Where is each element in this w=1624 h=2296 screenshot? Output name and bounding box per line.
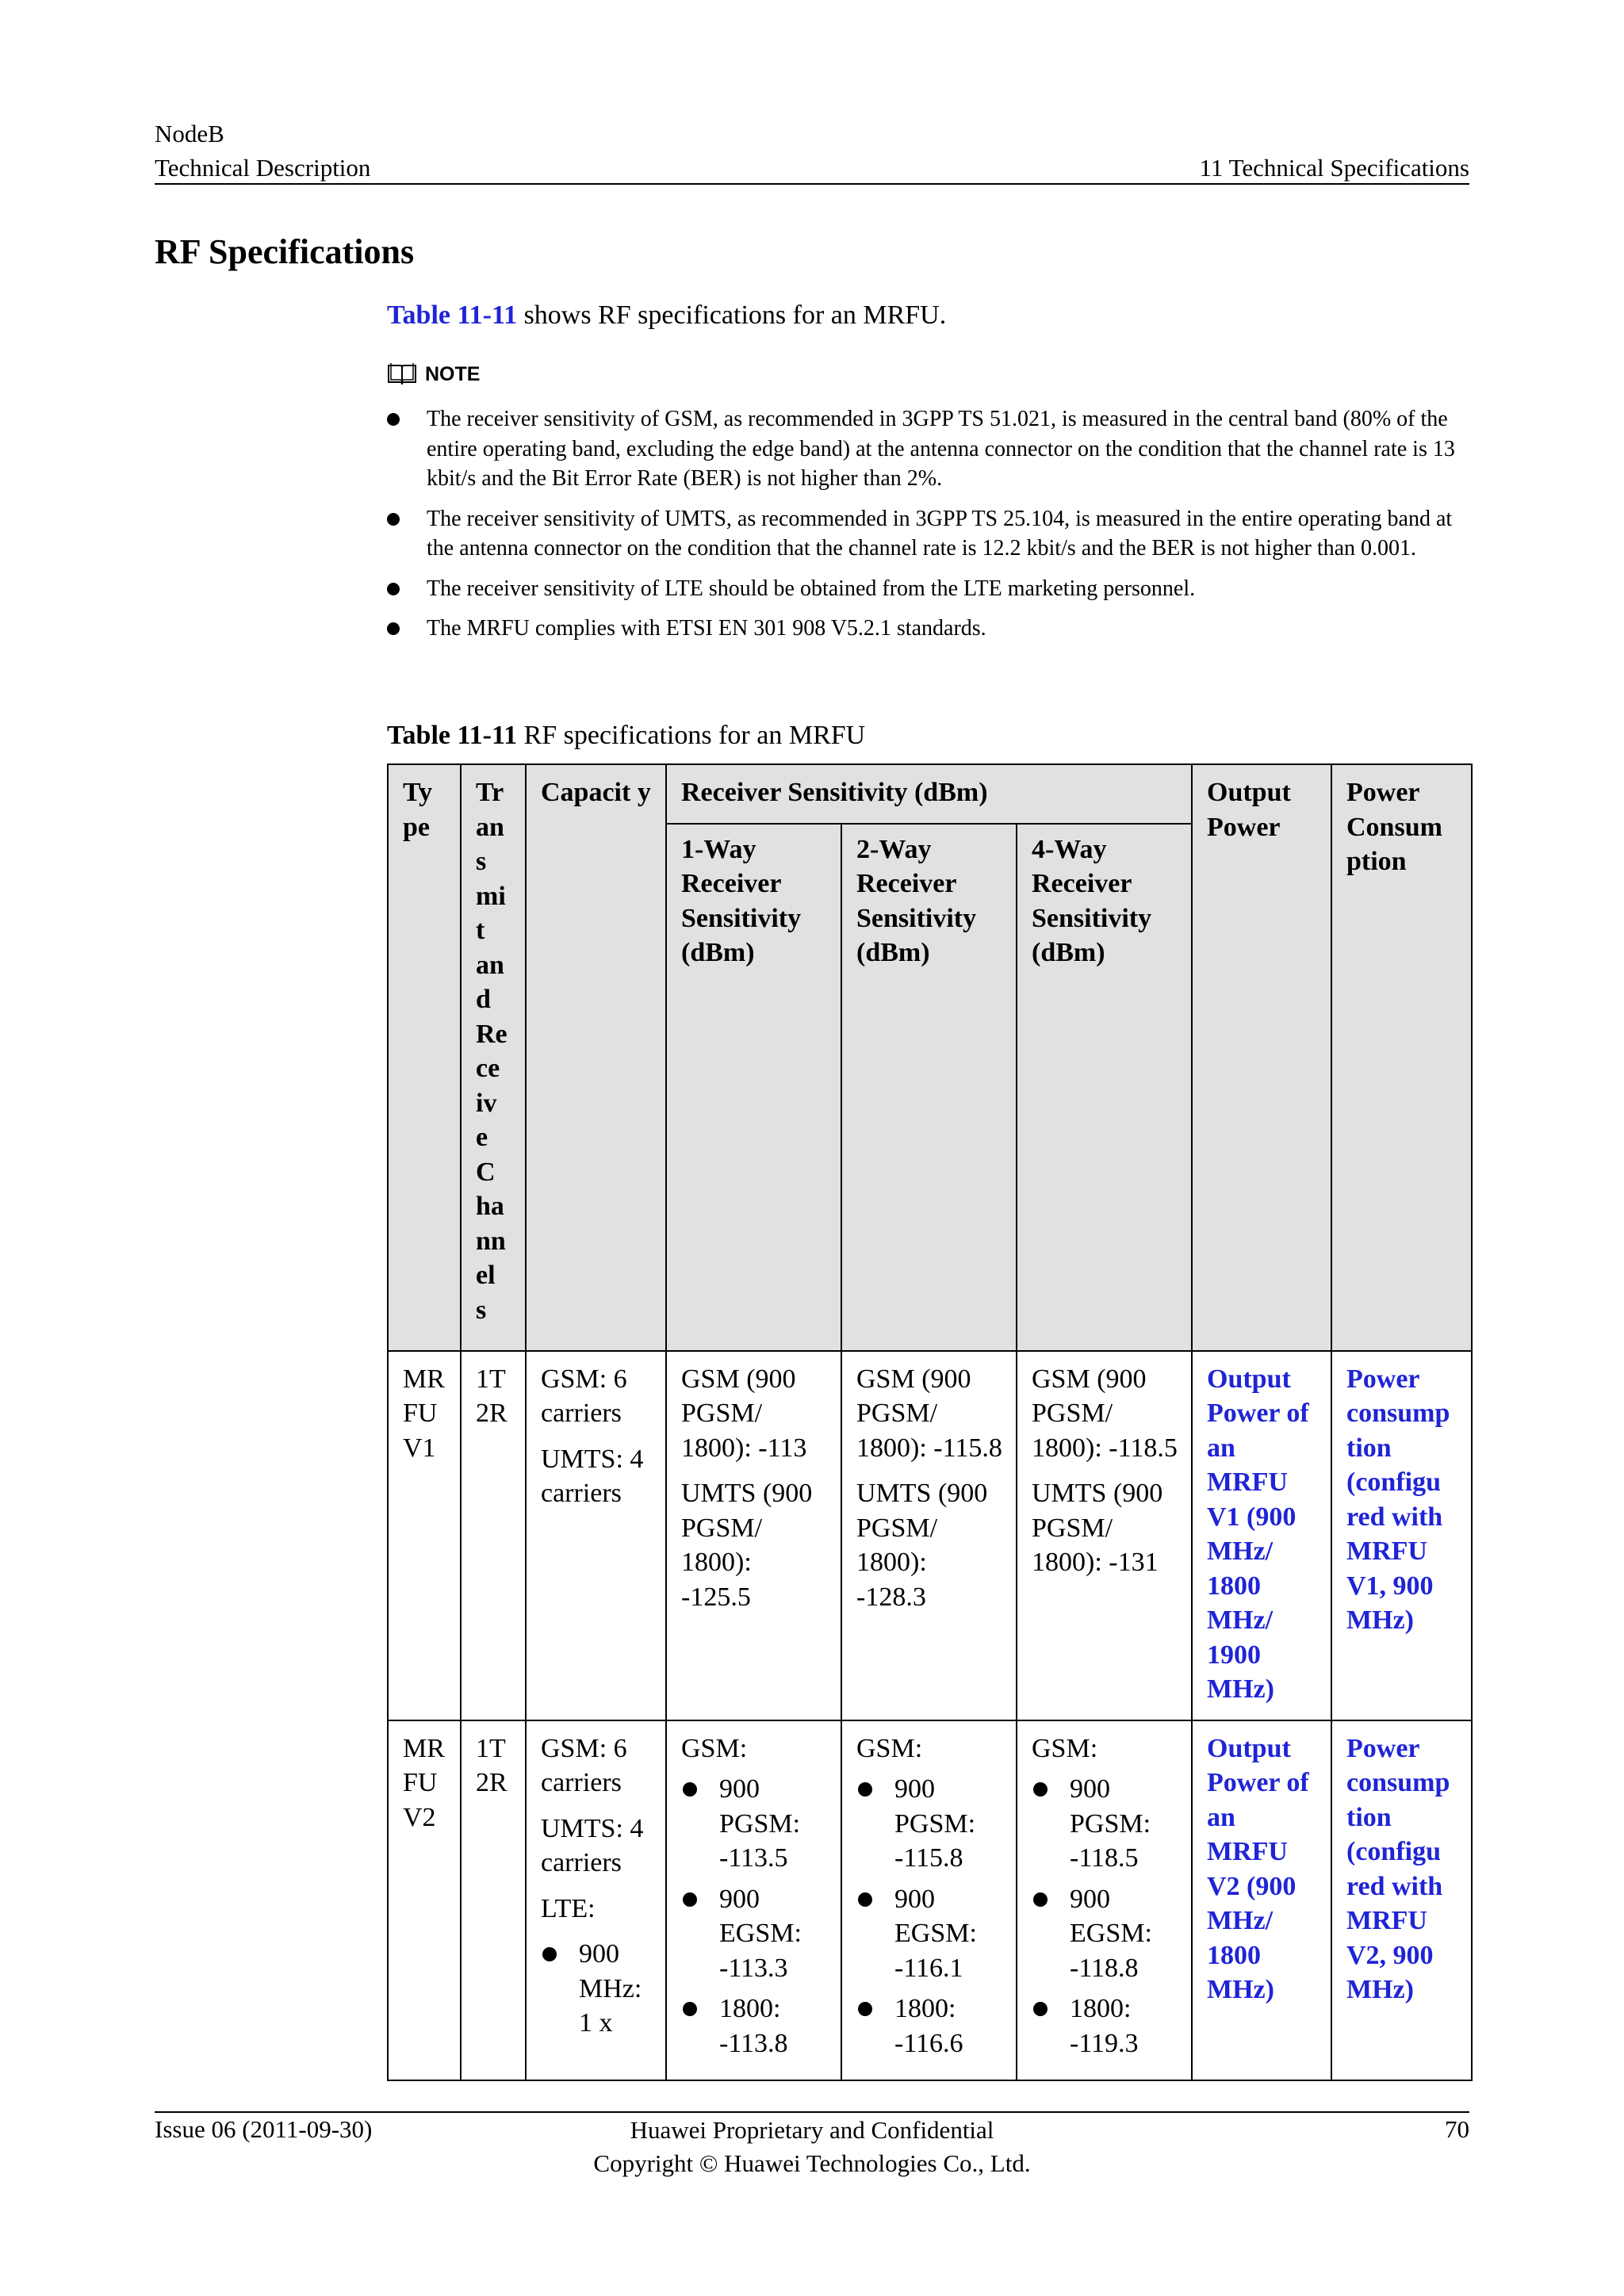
header-receiver-sensitivity: Receiver Sensitivity (dBm) xyxy=(666,764,1192,824)
rf-spec-table xyxy=(387,763,1473,2081)
header-doc-type: Technical Description xyxy=(155,154,371,182)
note-list xyxy=(387,404,1470,654)
cell-1-way: GSM: 900 PGSM: -113.5 900 EGSM: -113.3 1800: -113.8 xyxy=(666,1720,841,2080)
cell-type: MR FU V1 xyxy=(388,1351,461,1720)
header-capacity: Capacit y xyxy=(526,764,666,1351)
table-header-row xyxy=(388,764,1472,824)
power-consumption-link[interactable]: Power consump tion (configu red with MRFU V1, 900 MHz) xyxy=(1346,1364,1450,1635)
note-header xyxy=(387,358,480,390)
header-power-consumption: Power Consum ption xyxy=(1331,764,1472,1351)
output-power-link[interactable]: Output Power of an MRFU V2 (900 MHz/ 1800 MHz) xyxy=(1207,1733,1309,2004)
cell-power-link xyxy=(1331,1351,1472,1720)
intro-paragraph xyxy=(387,299,946,332)
note-item: The MRFU complies with ETSI EN 301 908 V5.2.1 standards. xyxy=(387,614,1470,644)
table-link[interactable]: Table 11-11 xyxy=(387,300,518,330)
list-item: 900 EGSM: -116.1 xyxy=(856,1882,1003,1986)
header-chapter: 11 Technical Specifications xyxy=(1199,154,1469,182)
bullet-dot-icon xyxy=(683,1892,697,1907)
bullet-dot-icon xyxy=(387,622,400,635)
section-title: RF Specifications xyxy=(155,232,415,271)
bullet-dot-icon xyxy=(387,583,400,595)
output-power-link[interactable]: Output Power of an MRFU V1 (900 MHz/ 1800 MHz/ 1900 MHz) xyxy=(1207,1364,1309,1704)
cell-output-link xyxy=(1192,1351,1331,1720)
bullet-dot-icon xyxy=(542,1947,557,1961)
list-item: 1800: -119.3 xyxy=(1032,1992,1178,2061)
cell-type: MR FU V2 xyxy=(388,1720,461,2080)
cell-4-way: GSM: 900 PGSM: -118.5 900 EGSM: -118.8 1800: -119.3 xyxy=(1017,1720,1192,2080)
table-row xyxy=(388,1351,1472,1720)
list-item: 900 PGSM: -115.8 xyxy=(856,1772,1003,1876)
list-item: 900 EGSM: -118.8 xyxy=(1032,1882,1178,1986)
list-item: 900 PGSM: -118.5 xyxy=(1032,1772,1178,1876)
note-item: The receiver sensitivity of LTE should be obtained from the LTE marketing personnel. xyxy=(387,574,1470,604)
table-row xyxy=(388,1720,1472,2080)
list-item: 1800: -113.8 xyxy=(681,1992,828,2061)
cell-2-way: GSM: 900 PGSM: -115.8 900 EGSM: -116.1 1800: -116.6 xyxy=(841,1720,1017,2080)
bullet-dot-icon xyxy=(1033,1782,1048,1797)
bullet-dot-icon xyxy=(1033,1892,1048,1907)
footer-confidential: Huawei Proprietary and Confidential xyxy=(630,2116,994,2144)
note-item: The receiver sensitivity of UMTS, as recommended in 3GPP TS 25.104, is measured in the entire operating band at the antenna connector on the condition that the channel rate is 12.2 kbit/s and the BER is not higher than 0.001. xyxy=(387,504,1470,564)
cell-capacity: GSM: 6 carriers UMTS: 4 carriers LTE: 900 MHz: 1 x xyxy=(526,1720,666,2080)
bullet-dot-icon xyxy=(387,513,400,526)
cell-1-way: GSM (900 PGSM/ 1800): -113 UMTS (900 PGSM/ 1800): -125.5 xyxy=(666,1351,841,1720)
intro-text: shows RF specifications for an MRFU. xyxy=(517,300,947,330)
cell-output-link xyxy=(1192,1720,1331,2080)
cell-2-way: GSM (900 PGSM/ 1800): -115.8 UMTS (900 PGSM/ 1800): -128.3 xyxy=(841,1351,1017,1720)
footer-divider xyxy=(155,2111,1469,2113)
bullet-dot-icon xyxy=(858,1892,872,1907)
footer-issue: Issue 06 (2011-09-30) xyxy=(155,2115,373,2143)
header-type: Ty pe xyxy=(388,764,461,1351)
footer-copyright: Copyright © Huawei Technologies Co., Ltd. xyxy=(593,2149,1031,2177)
bullet-dot-icon xyxy=(387,413,400,426)
header-1-way: 1-Way Receiver Sensitivity (dBm) xyxy=(666,824,841,1351)
table-caption-text: RF specifications for an MRFU xyxy=(517,721,866,750)
header-trx-channels: Tr an s mi t an d Re ce iv e C ha nn el s xyxy=(461,764,526,1351)
header-product: NodeB xyxy=(155,120,224,147)
header-2-way: 2-Way Receiver Sensitivity (dBm) xyxy=(841,824,1017,1351)
list-item: 900 PGSM: -113.5 xyxy=(681,1772,828,1876)
bullet-dot-icon xyxy=(683,1782,697,1797)
cell-4-way: GSM (900 PGSM/ 1800): -118.5 UMTS (900 PGSM/ 1800): -131 xyxy=(1017,1351,1192,1720)
note-label: NOTE xyxy=(425,363,481,385)
cell-power-link xyxy=(1331,1720,1472,2080)
table-caption-number: Table 11-11 xyxy=(387,721,518,750)
bullet-dot-icon xyxy=(683,2002,697,2016)
bullet-dot-icon xyxy=(858,2002,872,2016)
cell-trx: 1T 2R xyxy=(461,1351,526,1720)
bullet-dot-icon xyxy=(858,1782,872,1797)
book-icon xyxy=(387,362,417,386)
list-item: 900 MHz: 1 x xyxy=(541,1937,653,2041)
table-caption xyxy=(387,719,865,752)
header-output-power: Output Power xyxy=(1192,764,1331,1351)
page-number: 70 xyxy=(1445,2115,1469,2143)
header-4-way: 4-Way Receiver Sensitivity (dBm) xyxy=(1017,824,1192,1351)
cell-trx: 1T 2R xyxy=(461,1720,526,2080)
power-consumption-link[interactable]: Power consump tion (configu red with MRFU V2, 900 MHz) xyxy=(1346,1733,1450,2004)
header-divider xyxy=(155,183,1469,185)
cell-capacity: GSM: 6 carriers UMTS: 4 carriers xyxy=(526,1351,666,1720)
note-item: The receiver sensitivity of GSM, as recommended in 3GPP TS 51.021, is measured in the central band (80% of the entire operating band, excluding the edge band) at the antenna connector on the condition that the channel rate is 13 kbit/s and the Bit Error Rate (BER) is not higher than 2%. xyxy=(387,404,1470,494)
footer-center xyxy=(495,2114,1129,2180)
list-item: 900 EGSM: -113.3 xyxy=(681,1882,828,1986)
bullet-dot-icon xyxy=(1033,2002,1048,2016)
list-item: 1800: -116.6 xyxy=(856,1992,1003,2061)
